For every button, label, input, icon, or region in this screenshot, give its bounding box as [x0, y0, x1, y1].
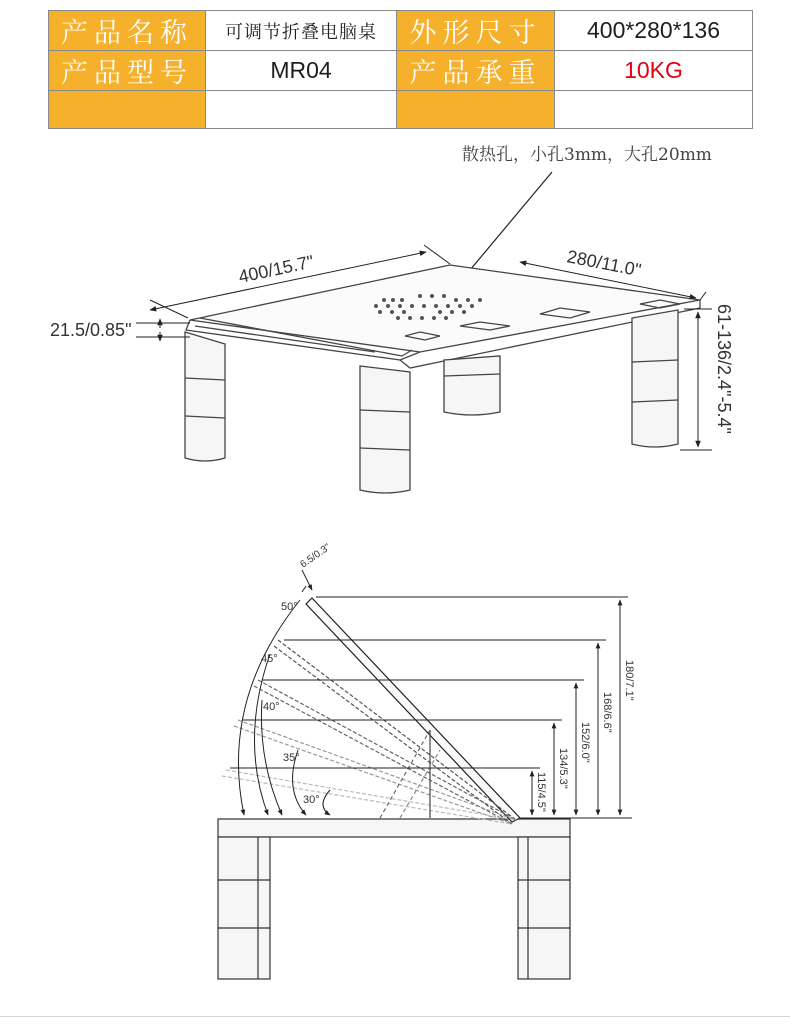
width-dimension: 400/15.7"	[236, 251, 316, 287]
spec-row	[49, 11, 753, 51]
spec-label-empty	[49, 91, 206, 129]
angle-arcs	[238, 600, 330, 815]
spec-label: 产品名称	[49, 11, 206, 51]
vent-pointer	[465, 172, 552, 276]
angle-label-45: 45°	[261, 653, 278, 665]
desk-side-frame	[218, 819, 570, 979]
spec-value-product-name: 可调节折叠电脑桌	[206, 11, 397, 51]
height-dimension: 61-136/2.4"-5.4"	[714, 304, 734, 434]
height-label-168: 168/6.6"	[601, 692, 613, 733]
spec-value-empty	[206, 91, 397, 129]
vent-note: 散热孔，小孔3mm，大孔20mm	[462, 145, 712, 165]
spec-value-load: 10KG	[555, 51, 753, 91]
spec-label: 外形尺寸	[397, 11, 555, 51]
angle-label-40: 40°	[263, 701, 280, 713]
spec-label: 产品承重	[397, 51, 555, 91]
spec-value-empty	[555, 91, 753, 129]
spec-row	[49, 91, 753, 129]
angle-label-35: 35°	[283, 752, 300, 764]
spec-value-dimensions: 400*280*136	[555, 11, 753, 51]
spec-value-model: MR04	[206, 51, 397, 91]
height-label-180: 180/7.1"	[623, 660, 635, 701]
spec-label-empty	[397, 91, 555, 129]
bottom-divider	[0, 1016, 790, 1017]
angle-label-50: 50°	[281, 601, 298, 613]
depth-dimension: 280/11.0"	[565, 246, 643, 281]
board-thickness-label: 6.5/0.3"	[298, 541, 333, 571]
spec-label: 产品型号	[49, 51, 206, 91]
height-label-115: 115/4.5"	[535, 772, 547, 812]
thickness-dimension: 21.5/0.85"	[50, 320, 132, 340]
angle-label-30: 30°	[303, 794, 320, 806]
height-label-152: 152/6.0"	[579, 722, 591, 763]
tilt-angle-diagram	[0, 530, 790, 1010]
spec-table	[48, 10, 753, 129]
desk-perspective-diagram	[0, 125, 790, 505]
spec-row	[49, 51, 753, 91]
height-label-134: 134/5.3"	[557, 748, 569, 789]
